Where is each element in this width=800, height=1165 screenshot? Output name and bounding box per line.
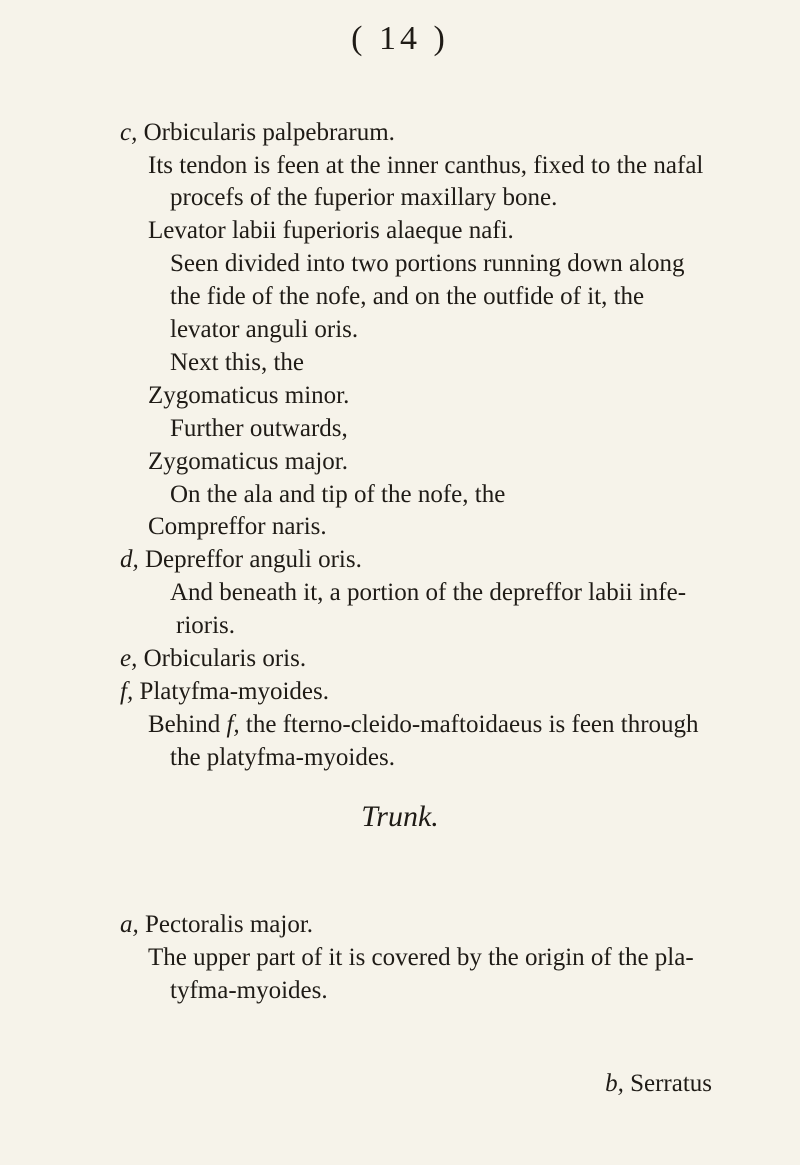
section-heading: Trunk.: [361, 800, 439, 833]
text-line: [120, 545, 362, 575]
line-text: Orbicularis palpebrarum.: [143, 119, 395, 146]
text-line: the fide of the nofe, and on the outfide of it, the: [170, 283, 645, 310]
item-letter: e,: [120, 645, 138, 672]
item-letter: b,: [605, 1070, 624, 1097]
text-line: Further outwards,: [170, 415, 348, 442]
item-letter: d,: [120, 546, 139, 573]
text-line: Seen divided into two portions running down along: [170, 250, 685, 277]
item-letter: f,: [120, 678, 134, 705]
text-line: levator anguli oris.: [170, 316, 359, 343]
page-number: ( 14 ): [351, 20, 449, 57]
catchword: [605, 1070, 712, 1098]
catchword-text: Serratus: [630, 1070, 712, 1097]
line-text: the fterno-cleido-maftoidaeus is feen through: [239, 711, 699, 738]
text-line: [120, 644, 306, 674]
line-text: Orbicularis oris.: [143, 645, 307, 672]
text-line: rioris.: [176, 612, 236, 639]
item-letter: a,: [120, 911, 139, 938]
text-line: Zygomaticus minor.: [148, 382, 350, 409]
text-line: And beneath it, a portion of the depreffor labii infe-: [170, 579, 687, 606]
text-line: Compreffor naris.: [148, 513, 327, 540]
text-line: [120, 910, 313, 940]
item-letter: f,: [226, 711, 240, 738]
text-line: Levator labii fuperioris alaeque nafi.: [148, 217, 514, 244]
text-line: The upper part of it is covered by the origin of the pla-: [148, 944, 694, 971]
text-line: procefs of the fuperior maxillary bone.: [170, 184, 558, 211]
text-line: tyfma-myoides.: [170, 977, 328, 1004]
line-text: Platyfma-myoides.: [139, 678, 330, 705]
text-line: Next this, the: [170, 349, 305, 376]
text-line: the platyfma-myoides.: [170, 744, 395, 771]
line-text: Behind: [148, 711, 227, 738]
text-line: Zygomaticus major.: [148, 448, 348, 475]
line-text: Depreffor anguli oris.: [145, 546, 362, 573]
text-line: [120, 677, 329, 707]
item-letter: c,: [120, 119, 138, 146]
text-line: [148, 710, 699, 740]
line-text: Pectoralis major.: [145, 911, 314, 938]
text-line: Its tendon is feen at the inner canthus, fixed to the nafal: [148, 152, 704, 179]
text-line: On the ala and tip of the nofe, the: [170, 481, 506, 508]
text-line: [120, 118, 395, 148]
